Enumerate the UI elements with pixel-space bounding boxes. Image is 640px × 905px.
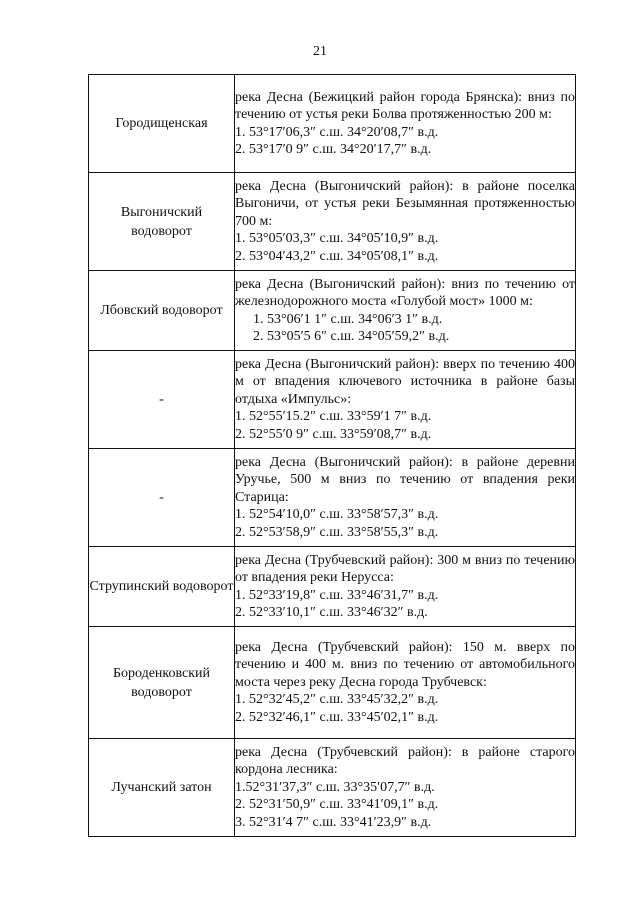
site-description-cell [235, 547, 576, 627]
coordinate-line: 2. 53°04′43,2″ с.ш. 34°05′08,1″ в.д. [235, 248, 439, 264]
site-description-cell [235, 739, 576, 837]
coordinate-line: 2. 52°31′50,9″ с.ш. 33°41′09,1″ в.д. [235, 797, 439, 813]
coordinate-line: 1. 52°33′19,8″ с.ш. 33°46′31,7″ в.д. [235, 587, 439, 603]
site-name-cell: - [89, 351, 235, 449]
site-description-cell [235, 449, 576, 547]
page-number: 21 [313, 44, 327, 59]
site-description: река Десна (Трубчевский район): 150 м. вверх по течению и 400 м. вниз по течению от автомобильного моста через реку Десна города Трубчевск: [235, 639, 575, 690]
site-name-cell: Бороденковский водоворот [89, 627, 235, 739]
table-row [89, 547, 576, 627]
site-description-cell [235, 173, 576, 271]
site-description: река Десна (Трубчевский район): в районе старого кордона лесника: [235, 744, 575, 778]
coordinate-line: 3. 52°31′4 7″ с.ш. 33°41′23,9″ в.д. [235, 814, 432, 830]
coordinate-line: 2. 52°55′0 9″ с.ш. 33°59′08,7″ в.д. [235, 426, 432, 442]
site-description: река Десна (Выгоничский район): вверх по течению 400 м от впадения ключевого источника в районе базы отдыха «Импульс»: [235, 356, 575, 407]
coordinate-line: 1. 52°54′10,0″ с.ш. 33°58′57,3″ в.д. [235, 507, 439, 523]
site-description: река Десна (Выгоничский район): вниз по течению от железнодорожного моста «Голубой мост» 1000 м: [235, 276, 575, 309]
water-bodies-table [88, 74, 576, 837]
site-description: река Десна (Трубчевский район): 300 м вниз по течению от впадения реки Нерусса: [235, 552, 575, 585]
table-row [89, 75, 576, 173]
site-name-cell: Лбовский водоворот [89, 271, 235, 351]
site-name-cell: - [89, 449, 235, 547]
table-row [89, 449, 576, 547]
site-name-cell: Лучанский затон [89, 739, 235, 837]
coordinate-line: 2. 52°53′58,9″ с.ш. 33°58′55,3″ в.д. [235, 524, 439, 540]
table-row [89, 173, 576, 271]
site-description-cell [235, 351, 576, 449]
site-description-cell [235, 627, 576, 739]
site-name-cell: Струпинский водоворот [89, 547, 235, 627]
site-description: река Десна (Бежицкий район города Брянска): вниз по течению от устья реки Болва протяженностью 200 м: [235, 89, 575, 122]
table-row [89, 271, 576, 351]
coordinate-line: 2. 52°33′10,1″ с.ш. 33°46′32″ в.д. [235, 605, 428, 620]
site-name-cell: Городищенская [89, 75, 235, 173]
site-description-cell [235, 75, 576, 173]
coordinate-line: 1. 53°06′1 1″ с.ш. 34°06′3 1″ в.д. [253, 311, 443, 327]
site-description: река Десна (Выгоничский район): в районе деревни Уручье, 500 м вниз по течению от впадения реки Старица: [235, 454, 575, 505]
coordinate-line: 2. 53°05′5 6″ с.ш. 34°05′59,2″ в.д. [253, 329, 450, 344]
coordinate-line: 1. 52°55′15.2″ с.ш. 33°59′1 7″ в.д. [235, 409, 432, 425]
site-name-cell: Выгоничский водоворот [89, 173, 235, 271]
table-row [89, 739, 576, 837]
coordinate-line: 1. 53°17′06,3″ с.ш. 34°20′08,7″ в.д. [235, 124, 439, 140]
site-description-cell [235, 271, 576, 351]
table-row [89, 351, 576, 449]
coordinate-line: 2. 52°32′46,1″ с.ш. 33°45′02,1″ в.д. [235, 709, 439, 725]
coordinate-line: 1.52°31′37,3″ с.ш. 33°35′07,7″ в.д. [235, 779, 435, 795]
table-row [89, 627, 576, 739]
coordinate-line: 1. 52°32′45,2″ с.ш. 33°45′32,2″ в.д. [235, 692, 439, 708]
coordinate-line: 1. 53°05′03,3″ с.ш. 34°05′10,9″ в.д. [235, 231, 439, 247]
site-description: река Десна (Выгоничский район): в районе поселка Выгоничи, от устья реки Безымянная протяженностью 700 м: [235, 178, 575, 229]
coordinate-line: 2. 53°17′0 9″ с.ш. 34°20′17,7″ в.д. [235, 142, 432, 157]
